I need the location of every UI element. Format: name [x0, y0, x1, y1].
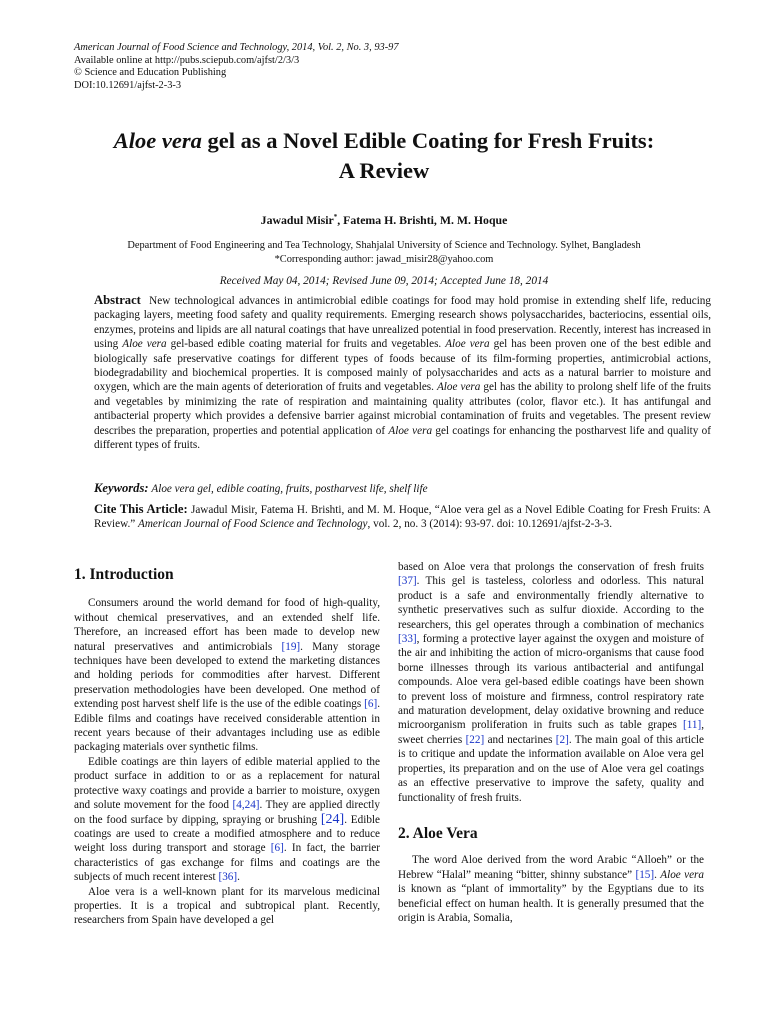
abstract-text: gel has been proven one of the best edible and biologically safe preservative coatings for different types of foods because of its film-forming properties, antimicrobial actions, biodegradability and biochemical properties. It is composed mainly of polysaccharides and acts as a natural barrier to moisture and oxygen, which are the main agents of deterioration of fruits and vegetables.: [94, 338, 711, 394]
cite-text: , vol. 2, no. 3 (2014): 93-97. doi: 10.12691/ajfst-2-3-3.: [367, 518, 613, 531]
corresponding-author: *Corresponding author: jawad_misir28@yahoo.com: [274, 253, 494, 265]
article-header: [74, 42, 399, 92]
abstract-italic: Aloe vera: [388, 424, 433, 437]
availability-line: Available online at http://pubs.sciepub.com/ajfst/2/3/3: [74, 54, 300, 66]
journal-citation: American Journal of Food Science and Technology, 2014, Vol. 2, No. 3, 93-97: [74, 42, 399, 53]
other-authors: , Fatema H. Brishti, M. M. Hoque: [337, 213, 508, 227]
paragraph: [398, 560, 704, 805]
abstract-italic: Aloe vera: [445, 338, 490, 351]
citation-link[interactable]: [37]: [398, 575, 417, 588]
doi-line: DOI:10.12691/ajfst-2-3-3: [74, 79, 182, 91]
paragraph-text: and nectarines: [484, 733, 556, 746]
cite-heading: Cite This Article:: [94, 502, 188, 516]
paragraph-text: . Edible coatings are used to create a modified atmosphere and to reduce weight loss during transport and storage: [74, 813, 380, 855]
paragraph-text: based on Aloe vera that prolongs the conservation of fresh fruits: [398, 561, 704, 573]
cite-text: Jawadul Misir, Fatema H. Brishti, and M. M. Hoque, “Aloe vera gel as a Novel Edible Coating for Fresh Fruits: A Review.”: [94, 504, 711, 531]
citation-link[interactable]: [4,24]: [232, 799, 260, 812]
paragraph: [74, 596, 380, 754]
department: Department of Food Engineering and Tea Technology, Shahjalal University of Science and Technology. Sylhet, Bangladesh: [127, 240, 641, 251]
right-column: [398, 560, 704, 925]
author-list: [0, 213, 768, 228]
paragraph-text: , sweet cherries: [398, 719, 704, 746]
abstract-text: gel has the ability to prolong shelf life of the fruits and vegetables by minimizing the rate of respiration and maintaining quality attributes (color, flavor etc.). It has antifungal and antibacterial property which provides a defensive barrier against microbial contamination of fruits and vegetables. The present review describes the preparation, properties and potential application of: [94, 381, 711, 437]
keywords-heading: Keywords:: [94, 481, 149, 495]
paragraph: [398, 853, 704, 925]
keywords: [94, 481, 711, 496]
copyright-line: © Science and Education Publishing: [74, 67, 227, 79]
paragraph-text: . This gel is tasteless, colorless and odorless. This natural product is a safe and environmentally friendly alternative to synthetic preservatives such as sulfur dioxide. According to the researchers, this gel operates through a combination of mechanics: [398, 575, 704, 631]
affiliation: [40, 239, 728, 266]
paragraph-text: Consumers around the world demand for food of high-quality, without chemical preservatives, and an extended shelf life. Therefore, an increased effort has been made to develop new natural preservatives and antimicrobials: [74, 597, 380, 653]
paragraph-text: .: [654, 868, 661, 881]
section-heading-aloe-vera: 2. Aloe Vera: [398, 824, 478, 842]
received-dates: Received May 04, 2014; Revised June 09, 2014; Accepted June 18, 2014: [219, 275, 549, 287]
citation-link[interactable]: [11]: [682, 719, 702, 732]
abstract-italic: Aloe vera: [122, 338, 167, 351]
citation-link[interactable]: [15]: [635, 868, 655, 881]
paragraph-text: . Many storage techniques have been developed to extend the marketing distances and holding periods for commodities after harvest. Different preservation methodologies have been developed. One method of extending post harvest shelf life is the use of the edible coatings: [74, 640, 380, 711]
abstract: [94, 293, 711, 452]
title-line1-rest: gel as a Novel Edible Coating for Fresh Fruits:: [201, 128, 655, 153]
abstract-heading: Abstract: [94, 293, 141, 307]
paragraph-text: . They are applied directly on the food surface by dipping, spraying or brushing: [74, 799, 380, 826]
paragraph-text: . In fact, the barrier characteristics of gas exchange for films and coatings are the subjects of much recent interest: [74, 842, 380, 884]
abstract-text: gel-based edible coating material for fruits and vegetables.: [166, 338, 446, 351]
paragraph-text: , forming a protective layer against the oxygen and moisture of the air and inhibiting the action of micro-organisms that cause food borne illnesses through its various antibacterial and antifungal compounds. Aloe vera gel-based edible coatings have been shown to prevent loss of moisture and firmness, control respiratory rate and maturation development, delay oxidative browning and reduce microorganism proliferation in fruits such as table grapes: [398, 633, 704, 732]
citation-link[interactable]: [33]: [398, 633, 417, 646]
left-column: [74, 568, 380, 928]
paragraph: Aloe vera is a well-known plant for its marvelous medicinal properties. It is a tropical and subtropical plant. Recently, researchers from Spain have developed a gel: [74, 885, 380, 927]
abstract-italic: Aloe vera: [436, 381, 481, 394]
citation-link[interactable]: [6]: [364, 698, 378, 711]
section-heading-introduction: 1. Introduction: [74, 566, 174, 583]
title-italic: Aloe vera: [113, 128, 202, 153]
paragraph-italic: Aloe vera: [660, 868, 705, 881]
citation-link[interactable]: [2]: [555, 733, 569, 746]
citation-link[interactable]: [6]: [270, 842, 284, 855]
citation-link[interactable]: [22]: [465, 733, 485, 746]
citation-link[interactable]: [36]: [218, 871, 238, 884]
abstract-text: gel coatings for enhancing the postharvest life and quality of different types of fruits.: [94, 424, 711, 452]
first-author: Jawadul Misir: [260, 213, 334, 227]
cite-journal: American Journal of Food Science and Technology: [138, 518, 368, 531]
article-title: [40, 126, 728, 186]
paragraph: [74, 755, 380, 885]
citation-link[interactable]: [24]: [320, 811, 345, 827]
paragraph-text: .: [237, 871, 240, 884]
paragraph-text: is known as “plant of immortality” by the Egyptians due to its beneficial effect on human health. It is generally presumed that the origin is Arabia, Somalia,: [398, 883, 704, 924]
cite-this-article: [94, 502, 711, 532]
corresponding-mark: *: [333, 213, 338, 222]
citation-link[interactable]: [19]: [281, 640, 301, 653]
keywords-text: Aloe vera gel, edible coating, fruits, postharvest life, shelf life: [151, 483, 428, 495]
paragraph-text: The word Aloe derived from the word Arabic “Alloeh” or the Hebrew “Halal” meaning “bitter, shinny substance”: [398, 854, 704, 881]
paragraph-text: . Edible films and coatings have received considerable attention in recent years because of their advantages including use as edible packaging materials over synthetic films.: [74, 698, 380, 754]
title-line2: A Review: [338, 158, 430, 183]
paragraph-text: . The main goal of this article is to critique and update the information available on Aloe vera gel properties, its preparation and on the use of Aloe vera gel coatings as an effective preservative to improve the safety, quality and functionality of fresh fruits.: [398, 733, 704, 804]
abstract-text: New technological advances in antimicrobial edible coatings for food may hold promise in extending shelf life, reducing packaging layers, meeting food safety and quality requirements. Emerging research shows polysaccharides, bacteriocins, essential oils, enzymes, proteins and lipids are all natural coatings that have unrealized potential in food preservation. Recently, interest has increased in using: [94, 295, 711, 351]
paragraph-text: Edible coatings are thin layers of edible material applied to the product surface in addition to or as a replacement for natural protective waxy coatings and provide a barrier to moisture, oxygen and solute movement for the food: [74, 755, 380, 812]
